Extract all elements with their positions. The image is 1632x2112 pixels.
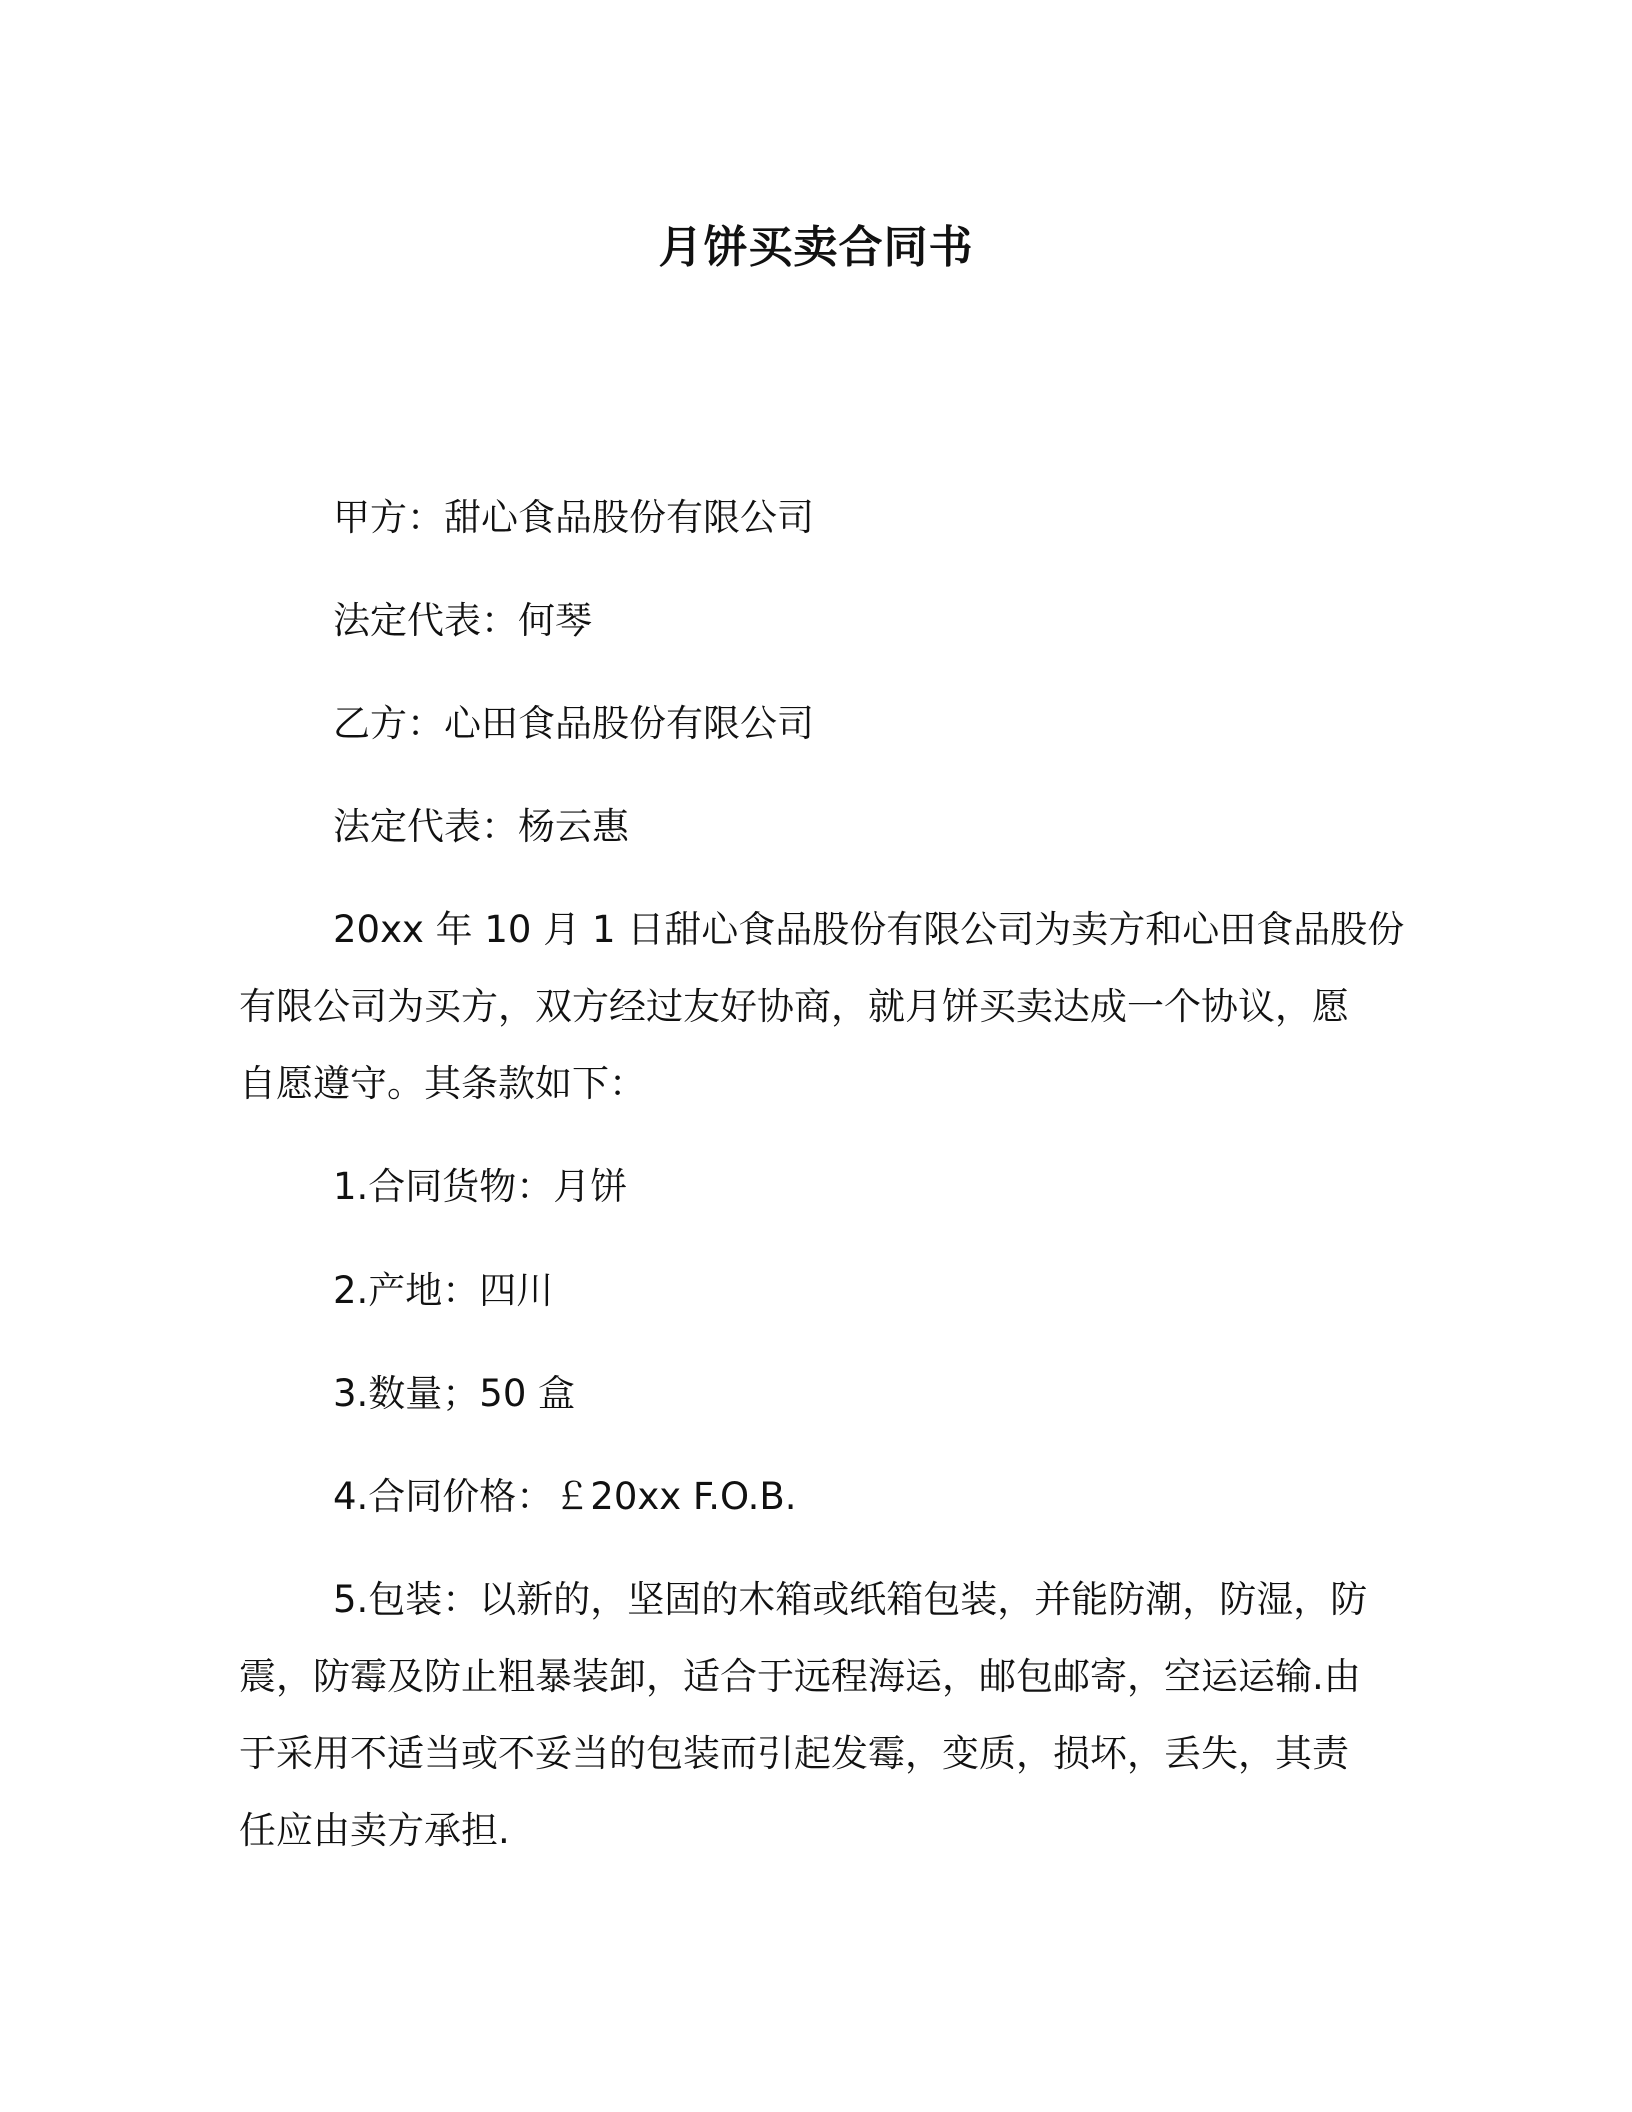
clause-origin: 2.产地：四川 (333, 1269, 554, 1312)
document-title: 月饼买卖合同书 (658, 222, 974, 273)
clause-packing-line-3: 于采用不适当或不妥当的包装而引起发霉，变质，损坏，丢失，其责 (239, 1732, 1349, 1775)
party-a: 甲方：甜心食品股份有限公司 (333, 496, 814, 539)
clause-packing-line-4: 任应由卖方承担. (239, 1809, 510, 1852)
intro-line-2: 有限公司为买方，双方经过友好协商，就月饼买卖达成一个协议，愿 (239, 985, 1349, 1028)
party-b-representative: 法定代表：杨云惠 (333, 805, 629, 848)
party-a-representative: 法定代表：何琴 (333, 599, 592, 642)
clause-price: 4.合同价格：￡20xx F.O.B. (333, 1475, 797, 1518)
clause-quantity: 3.数量；50 盒 (333, 1372, 576, 1415)
party-b: 乙方：心田食品股份有限公司 (333, 702, 814, 745)
intro-line-3: 自愿遵守。其条款如下： (239, 1062, 646, 1105)
clause-packing-line-1: 5.包装：以新的，坚固的木箱或纸箱包装，并能防潮，防湿，防 (333, 1578, 1368, 1621)
clause-packing-line-2: 震，防霉及防止粗暴装卸，适合于远程海运，邮包邮寄，空运运输.由 (239, 1655, 1361, 1698)
intro-line-1: 20xx 年 10 月 1 日甜心食品股份有限公司为卖方和心田食品股份 (333, 908, 1405, 951)
clause-goods: 1.合同货物：月饼 (333, 1165, 628, 1208)
